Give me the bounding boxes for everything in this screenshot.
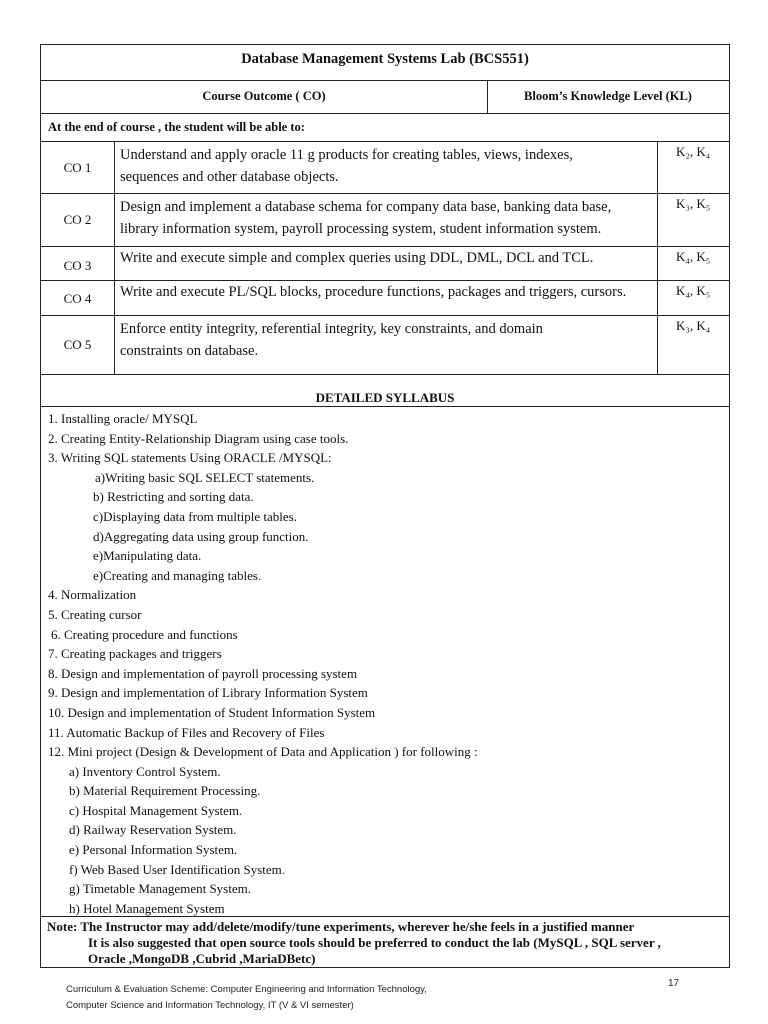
syllabus-item: 1. Installing oracle/ MYSQL (48, 411, 198, 426)
intro-text: At the end of course , the student will be able to: (41, 114, 729, 142)
outcome-label: CO 1 (41, 142, 115, 193)
syllabus-list (48, 409, 729, 918)
syllabus-subitem: c)Displaying data from multiple tables. (93, 508, 297, 524)
header-course-outcome: Course Outcome ( CO) (41, 81, 488, 113)
outcome-label: CO 4 (41, 281, 115, 315)
outcome-text (120, 142, 649, 193)
footer-line: Computer Science and Information Technology, IT (V & VI semester) (66, 1000, 354, 1011)
outcome-text-line: Understand and apply oracle 11 g products for creating tables, views, indexes, (120, 147, 573, 163)
outcome-text-line: sequences and other database objects. (120, 169, 339, 185)
syllabus-subitem: e)Manipulating data. (93, 548, 202, 564)
syllabus-subitem: d)Aggregating data using group function. (93, 528, 309, 544)
syllabus-item: 2. Creating Entity-Relationship Diagram using case tools. (48, 430, 349, 446)
outcome-text-line: constraints on database. (120, 343, 259, 359)
syllabus-item: 4. Normalization (48, 587, 137, 603)
page-footer (66, 982, 427, 1014)
outcome-row-co5 (41, 316, 729, 375)
instructor-note (41, 916, 729, 967)
outcome-row-co1 (41, 142, 729, 194)
syllabus-subitem: g) Timetable Management System. (69, 881, 251, 897)
outcome-row-co2 (41, 194, 729, 247)
outcome-row-co4 (41, 281, 729, 316)
syllabus-item: 11. Automatic Backup of Files and Recovery of Files (48, 724, 325, 740)
outcome-kl: K₃, K₄ (657, 316, 729, 374)
outcome-kl: K₄, K₅ (657, 247, 729, 280)
syllabus-subitem: c) Hospital Management System. (69, 802, 243, 818)
outcome-label: CO 5 (41, 316, 115, 374)
footer-line: Curriculum & Evaluation Scheme: Computer Engineering and Information Technology, (66, 984, 427, 995)
syllabus-item: 5. Creating cursor (48, 606, 142, 622)
syllabus-item: 9. Design and implementation of Library Information System (48, 685, 368, 701)
syllabus-subitem: e)Creating and managing tables. (93, 567, 262, 583)
syllabus-subitem: b) Material Requirement Processing. (69, 783, 261, 799)
syllabus-subitem: d) Railway Reservation System. (69, 822, 237, 838)
syllabus-subitem: e) Personal Information System. (69, 842, 238, 858)
syllabus-item: 3. Writing SQL statements Using ORACLE /MYSQL: (48, 450, 332, 466)
syllabus-table (40, 44, 730, 968)
outcome-text-line: library information system, payroll processing system, student information system. (120, 221, 602, 237)
syllabus-subitem: a) Inventory Control System. (69, 763, 221, 779)
syllabus-subitem: a)Writing basic SQL SELECT statements. (95, 469, 315, 485)
syllabus-item: 6. Creating procedure and functions (51, 626, 238, 642)
syllabus-item: 8. Design and implementation of payroll processing system (48, 665, 358, 681)
outcome-label: CO 2 (41, 194, 115, 246)
outcome-kl: K₂, K₄ (657, 142, 729, 193)
syllabus-item: 10. Design and implementation of Student Information System (48, 704, 376, 720)
outcome-label: CO 3 (41, 247, 115, 280)
syllabus-subitem: f) Web Based User Identification System. (69, 861, 286, 877)
outcome-text (120, 316, 649, 374)
outcome-text (120, 194, 649, 246)
syllabus-heading: DETAILED SYLLABUS (41, 375, 729, 407)
syllabus-subitem: h) Hotel Management System (69, 900, 225, 916)
outcome-kl: K₄, K₅ (657, 281, 729, 315)
page-number: 17 (668, 978, 680, 989)
outcome-kl: K₃, K₅ (657, 194, 729, 246)
header-blooms-level: Bloom’s Knowledge Level (KL) (524, 89, 692, 103)
outcome-text: Write and execute simple and complex queries using DDL, DML, DCL and TCL. (120, 250, 594, 266)
syllabus-item: 7. Creating packages and triggers (48, 646, 222, 662)
outcome-text-line: Design and implement a database schema for company data base, banking data base, (120, 199, 612, 215)
syllabus-item: 12. Mini project (Design & Development of Data and Application ) for following : (48, 744, 478, 760)
course-title: Database Management Systems Lab (BCS551) (41, 45, 729, 81)
outcome-text-line: Enforce entity integrity, referential integrity, key constraints, and domain (120, 321, 543, 337)
note-line: It is also suggested that open source tools should be preferred to conduct the lab (MySQL , SQL server , (88, 935, 661, 950)
syllabus-subitem: b) Restricting and sorting data. (93, 489, 254, 505)
note-line: Oracle ,MongoDB ,Cubrid ,MariaDBetc) (88, 951, 316, 966)
table-header (41, 81, 729, 114)
note-line: Note: The Instructor may add/delete/modify/tune experiments, wherever he/she feels in a justified manner (47, 919, 635, 934)
outcome-row-co3 (41, 247, 729, 281)
outcome-text: Write and execute PL/SQL blocks, procedure functions, packages and triggers, cursors. (120, 284, 627, 300)
